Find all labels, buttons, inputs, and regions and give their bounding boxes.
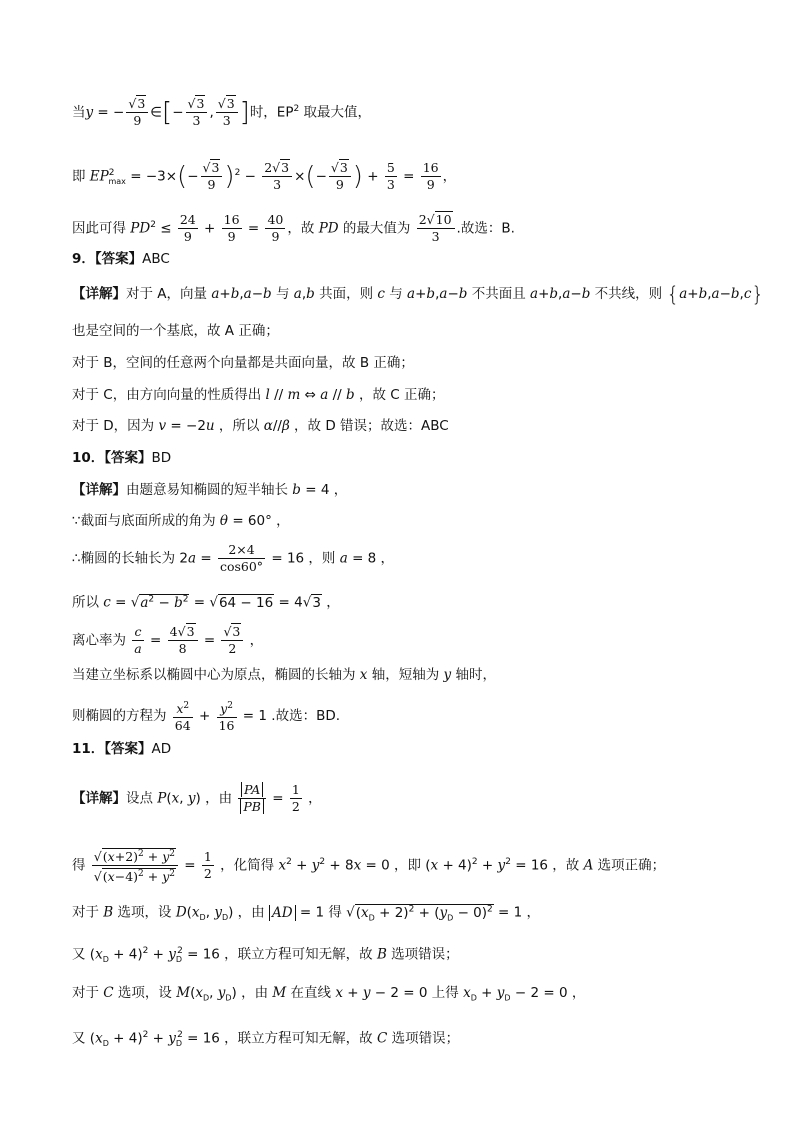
solution-line: 对于 D，因为 v = −2u ，所以 α//β ，故 D 错误；故选：ABC: [72, 418, 449, 434]
solution-line: 【详解】对于 A，向量 a+b,a−b 与 a,b 共面，则 c 与 a+b,a−b 不共面且 a+b,a−b 不共线，则 {a+b,a−b,c}: [72, 282, 765, 306]
question-number: 11．: [72, 741, 105, 757]
solution-line: 离心率为 $\frac{c}{a}$ = $\frac{4√3}{8}$ = $\frac{√3}{2}$ ，: [72, 624, 264, 656]
answer-value: ABC: [142, 251, 170, 267]
solution-line: 即 $EP^2_{max} = -3\times(-$ $\frac{√3}{9}$ )$^2$ − $\frac{2√3}{3}$ ×(− $\frac{√3}{9}$ ) + $\frac{5}{3}$ = $\frac{16}{9}$ ，: [72, 160, 457, 192]
detail-label: 【详解】: [72, 286, 126, 302]
solution-line: 因此可得 $PD^2$ ≤ $\frac{24}{9}$ + $\frac{16}{9}$ = $\frac{40}{9}$ ，故 PD 的最大值为 $\frac{2√10}{3}$ .故选：B.: [72, 212, 515, 244]
answer-label: 【答案】: [104, 450, 152, 466]
detail-label: 【详解】: [72, 482, 126, 498]
solution-line: 【详解】设点 P(x, y) ，由 $\frac{PA}{PB}$ = $\frac{1}{2}$ ，: [72, 782, 322, 814]
question-9-answer: [72, 250, 170, 268]
question-10-answer: [72, 449, 171, 467]
answer-value: BD: [151, 450, 172, 466]
question-11-answer: [72, 740, 171, 758]
solution-line: 当建立坐标系以椭圆中心为原点，椭圆的长轴为 x 轴，短轴为 y 轴时，: [72, 667, 496, 683]
solution-line: 对于 C，由方向向量的性质得出 l // m ⇔ a // b ，故 C 正确；: [72, 387, 445, 403]
solution-line: 所以 $c = √a^2 - b^2 = √64 - 16 = 4√3$ ，: [72, 594, 340, 611]
solution-line: 也是空间的一个基底，故 A 正确；: [72, 323, 279, 339]
solution-line: 对于 B，空间的任意两个向量都是共面向量，故 B 正确；: [72, 355, 414, 371]
answer-label: 【答案】: [104, 741, 152, 757]
solution-line: 对于 C 选项，设 $M(x_D$, $y_D$) ，由 M 在直线 x + y − 2 = 0 上得 $x_D + y_D - 2 = 0$ ，: [72, 985, 586, 1003]
detail-label: 【详解】: [72, 790, 126, 807]
question-number: 9．: [72, 251, 95, 267]
solution-line: 又 $(x_D + 4)^2 + y_D^2 = 16$ ，联立方程可知无解，故 B 选项错误；: [72, 946, 459, 965]
solution-line: 对于 B 选项，设 $D(x_D$, $y_D$) ，由 AD = 1 得 $√(x_D + 2)^2 + (y_D - 0)^2 = 1$ ，: [72, 904, 541, 923]
solution-line: 则椭圆的方程为 $\frac{x^2}{64}$ + $\frac{y^2}{16}$ = 1 .故选：BD.: [72, 698, 340, 734]
solution-line: 当y = − $\frac{√3}{9}$ ∈[− $\frac{√3}{3}$ , $\frac{√3}{3}$ ]时，$EP^2$ 取最大值，: [72, 96, 372, 128]
answer-label: 【答案】: [94, 251, 143, 267]
solution-line: ∴椭圆的长轴长为 2a = $\frac{2\times 4}{\cos 60^\circ}$ = 16 ，则 a = 8 ，: [72, 542, 395, 574]
solution-line: 又 $(x_D + 4)^2 + y_D^2 = 16$ ，联立方程可知无解，故 C 选项错误；: [72, 1030, 460, 1049]
question-number: 10．: [72, 450, 105, 466]
solution-line: 【详解】由题意易知椭圆的短半轴长 b = 4 ，: [72, 482, 348, 498]
solution-line: 得 $\frac{√(x+2)^2 + y^2}{√(x-4)^2 + y^2}$ = $\frac{1}{2}$ ，化简得 $x^2 + y^2 + 8x = 0$ ，即 $(x + 4)^2 + y^2 = 16$ ，故 A 选项正确；: [72, 846, 665, 885]
solution-line: ∵截面与底面所成的角为 θ = 60° ，: [72, 513, 290, 529]
answer-value: AD: [151, 741, 172, 757]
